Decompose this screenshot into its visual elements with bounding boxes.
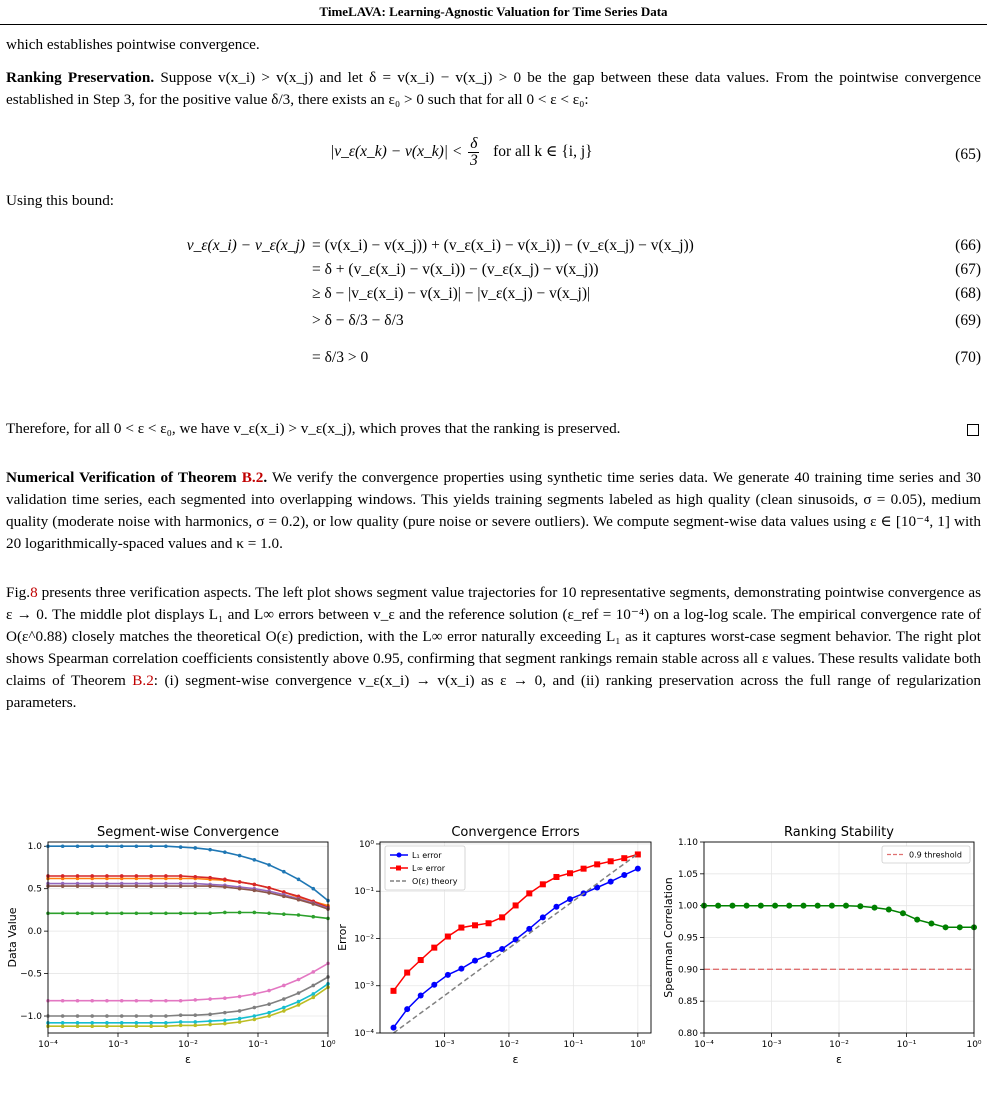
ranking-title: Ranking Preservation. [6,69,155,86]
using-bound-text: Using this bound: [6,192,115,209]
x-axis-label: ε [512,1053,519,1066]
x-tick-label: 10⁰ [966,1040,982,1050]
legend-label: L∞ error [412,864,446,873]
chain-number: (67) [955,261,981,278]
y-tick-label: 10⁻² [354,934,374,945]
chart-panel-3 [662,825,982,1066]
data-point [208,1023,212,1027]
theorem-ref-link[interactable]: B.2 [132,672,154,689]
data-point [149,844,153,848]
data-point [857,903,863,909]
data-point [621,872,627,878]
data-point [61,874,65,878]
data-point [267,891,271,895]
chart-title: Ranking Stability [784,825,894,840]
data-point [164,1021,168,1025]
y-tick-label: 1.05 [677,869,698,880]
data-point [282,895,286,899]
data-point [801,903,807,909]
data-point [238,1009,242,1013]
data-point [404,970,410,976]
data-point [445,934,451,940]
data-point [135,884,139,888]
data-point [76,1024,80,1028]
data-point [120,1021,124,1025]
legend-marker [397,853,402,858]
data-point [744,903,750,909]
data-point [164,999,168,1003]
data-point [120,1024,124,1028]
data-point [594,861,600,867]
data-point [76,1014,80,1018]
data-point [758,903,764,909]
paragraph-numerical-verification [6,467,981,555]
data-point [311,984,315,988]
chain-rhs: = δ + (v_ε(x_i) − v(x_i)) − (v_ε(x_j) − v(x_j)) [312,261,599,278]
data-point [238,887,242,891]
data-point [105,844,109,848]
data-point [120,844,124,848]
data-point [914,917,920,923]
x-tick-label: 10⁻¹ [563,1040,584,1050]
data-point [872,905,878,911]
y-tick-label: −0.5 [20,969,42,980]
data-point [886,906,892,912]
data-point [120,912,124,916]
fig-ref-link[interactable]: 8 [30,584,38,601]
qed-symbol [967,424,979,436]
data-point [486,952,492,958]
chart-title: Convergence Errors [451,825,580,840]
x-tick-label: 10⁰ [320,1040,336,1050]
data-point [179,845,183,849]
data-point [61,1024,65,1028]
data-point [829,903,835,909]
data-point [193,884,197,888]
data-point [472,958,478,964]
data-point [193,998,197,1002]
data-point [608,858,614,864]
data-point [223,1022,227,1026]
data-point [61,844,65,848]
data-point [105,999,109,1003]
data-point [208,848,212,852]
data-point [90,1021,94,1025]
data-point [253,992,257,996]
data-point [135,1014,139,1018]
data-point [120,874,124,878]
chain-number: (70) [955,349,981,366]
data-point [499,914,505,920]
data-point [105,1021,109,1025]
y-tick-label: 1.00 [677,901,698,912]
data-point [715,903,721,909]
eq65-rhs: for all k ∈ {i, j} [493,143,593,161]
data-point [431,982,437,988]
data-point [90,999,94,1003]
y-tick-label: 10⁻¹ [354,887,374,898]
data-point [61,912,65,916]
data-point [267,1002,271,1006]
data-point [282,984,286,988]
data-point [135,844,139,848]
series-line [394,869,638,1028]
data-point [282,870,286,874]
data-point [61,884,65,888]
data-point [458,966,464,972]
y-axis-label: Spearman Correlation [662,877,675,998]
data-point [193,1020,197,1024]
data-point [149,1014,153,1018]
x-tick-label: 10⁻² [499,1040,519,1050]
data-point [311,970,315,974]
data-point [553,874,559,880]
data-point [540,914,546,920]
legend [385,846,465,890]
y-tick-label: 0.85 [677,997,698,1008]
data-point [223,1011,227,1015]
chain-rhs: > δ − δ/3 − δ/3 [312,312,404,329]
data-point [786,903,792,909]
legend [882,846,970,863]
data-point [135,999,139,1003]
paragraph-convergence-end: which establishes pointwise convergence. [6,36,260,53]
data-point [297,878,301,882]
data-point [61,999,65,1003]
data-point [238,995,242,999]
legend-label: O(ε) theory [412,877,458,886]
chain-lhs: v_ε(x_i) − v_ε(x_j) [186,237,305,254]
data-point [120,884,124,888]
data-point [957,924,963,930]
data-point [149,912,153,916]
data-point [179,1020,183,1024]
data-point [208,884,212,888]
data-point [179,999,183,1003]
fig-para-text: presents three verification aspects. The left plot shows segment value trajectories for 10 representative segments, demonstrating pointwise convergence as ε → 0. The middle plot displays L₁ and L∞ errors between v_ε and the reference solution (ε_ref = 10⁻⁴) on a log-log scale. The empirical convergence rate of O(ε^0.88) closely matches the theoretical O(ε) prediction, with the L∞ error naturally exceeding L₁ as it captures worst-case segment behavior. The right plot shows Spearman correlation coefficients consistently above 0.95, confirming that segment rankings remain stable across all ε values. These results validate both claims of Theorem [6,584,981,689]
data-point [311,915,315,919]
data-point [179,874,183,878]
legend-label: L₁ error [412,851,442,860]
data-point [253,858,257,862]
chain-number: (68) [955,285,981,302]
data-point [149,1024,153,1028]
data-point [76,999,80,1003]
y-tick-label: 1.0 [27,842,42,853]
data-point [105,1014,109,1018]
x-tick-label: 10⁻⁴ [38,1040,58,1050]
data-point [208,997,212,1001]
data-point [267,1011,271,1015]
paragraph-ranking-preservation [6,67,981,111]
data-point [581,866,587,872]
chart-panel-1 [6,825,336,1066]
data-point [135,1024,139,1028]
data-point [179,1024,183,1028]
data-point [253,1018,257,1022]
data-point [815,903,821,909]
data-point [193,1024,197,1028]
data-point [567,896,573,902]
data-point [843,903,849,909]
data-point [179,1013,183,1017]
data-point [90,1024,94,1028]
x-axis-label: ε [836,1053,842,1066]
data-point [418,993,424,999]
data-point [76,912,80,916]
data-point [149,999,153,1003]
data-point [193,875,197,879]
y-tick-label: 0.80 [677,1029,698,1039]
data-point [135,874,139,878]
data-point [208,876,212,880]
data-point [267,989,271,993]
fig-para-text2: : (i) segment-wise convergence v_ε(x_i) → v(x_i) as ε → 0, and (ii) ranking preservation across the full range of regularization parameters. [6,672,982,711]
data-point [567,870,573,876]
data-point [61,1014,65,1018]
data-point [179,884,183,888]
data-point [149,874,153,878]
data-point [297,1000,301,1004]
data-point [311,996,315,1000]
y-tick-label: 10⁻⁴ [354,1029,374,1039]
data-point [164,844,168,848]
data-point [621,855,627,861]
data-point [900,910,906,916]
data-point [164,912,168,916]
y-tick-label: 10⁰ [358,839,374,850]
data-point [238,880,242,884]
data-point [928,920,934,926]
data-point [253,911,257,915]
data-point [90,912,94,916]
data-point [608,879,614,885]
y-axis-label: Data Value [6,907,19,968]
data-point [391,988,397,994]
x-axis-label: ε [185,1053,191,1066]
eq65-lhs: |v_ε(x_k) − v(x_k)| < [330,143,463,161]
data-point [76,1021,80,1025]
data-point [267,1014,271,1018]
data-point [431,945,437,951]
ranking-text: Suppose v(x_i) > v(x_j) and let δ = v(x_i) − v(x_j) > 0 be the gap between these data values. From the pointwise convergence established in Step 3, for the positive value δ/3, there exists an ε₀ > 0 such that for all 0 < ε < ε₀: [6,69,981,108]
paragraph-figure-description [6,582,981,714]
numver-title: Numerical Verification of Theorem B.2. [6,469,268,486]
data-point [253,1006,257,1010]
data-point [90,874,94,878]
data-point [282,912,286,916]
data-point [208,912,212,916]
data-point [223,911,227,915]
data-point [90,844,94,848]
eq65-frac: $\frac{\delta}{3}$ [469,135,478,169]
data-point [120,999,124,1003]
data-point [297,913,301,917]
data-point [391,1025,397,1031]
data-point [253,1014,257,1018]
x-tick-label: 10⁻³ [434,1040,455,1050]
data-point [486,920,492,926]
data-point [76,844,80,848]
data-point [105,874,109,878]
chart-panel-2 [336,825,651,1066]
data-point [208,1019,212,1023]
y-tick-label: 0.90 [677,965,698,976]
x-tick-label: 10⁻³ [761,1040,782,1050]
data-point [418,957,424,963]
data-point [238,1020,242,1024]
data-point [223,885,227,889]
data-point [267,863,271,867]
x-tick-label: 10⁻² [829,1040,849,1050]
data-point [179,912,183,916]
y-tick-label: 0.95 [677,933,698,944]
data-point [540,881,546,887]
data-point [149,884,153,888]
data-point [105,884,109,888]
equation-65 [330,136,593,169]
y-tick-label: 10⁻³ [354,981,374,992]
legend-marker [396,866,401,871]
data-point [282,1009,286,1013]
data-point [61,1021,65,1025]
data-point [282,1006,286,1010]
chart-title: Segment-wise Convergence [96,825,280,840]
x-tick-label: 10⁻³ [108,1040,128,1050]
chain-rhs: ≥ δ − |v_ε(x_i) − v(x_i)| − |v_ε(x_j) − v(x_j)| [312,285,591,302]
data-point [90,884,94,888]
numver-text: We verify the convergence properties using synthetic time series data. We generate 40 training time series and 30 validation time series, each segmented into overlapping windows. This yields training segments labeled as high quality (clean sinusoids, σ = 0.05), medium quality (moderate noise with harmonics, σ = 0.2), or low quality (pure noise or severe outliers). We compute segment-wise data values using ε ∈ [10⁻⁴, 1] with 20 logarithmically-spaced values and κ = 1.0. [6,469,981,552]
x-tick-label: 10⁻⁴ [694,1040,714,1050]
data-point [238,911,242,915]
data-point [105,912,109,916]
x-tick-label: 10⁻¹ [896,1040,917,1050]
data-point [513,902,519,908]
data-point [164,1024,168,1028]
data-point [297,898,301,902]
chain-rhs: = δ/3 > 0 [312,349,369,366]
y-tick-label: 0.5 [27,884,42,895]
y-tick-label: 1.10 [677,838,698,848]
data-point [526,890,532,896]
data-point [149,1021,153,1025]
data-point [311,887,315,891]
data-point [253,889,257,893]
data-point [238,854,242,858]
data-point [120,1014,124,1018]
x-tick-label: 10⁻¹ [248,1040,268,1050]
data-point [267,912,271,916]
x-tick-label: 10⁻² [178,1040,198,1050]
chain-number: (69) [955,312,981,329]
y-tick-label: −1.0 [20,1012,42,1023]
data-point [253,883,257,887]
data-point [772,903,778,909]
data-point [943,924,949,930]
data-point [472,922,478,928]
legend-label: 0.9 threshold [909,850,962,860]
y-axis-label: Error [336,924,349,951]
data-point [135,912,139,916]
data-point [135,1021,139,1025]
data-point [164,884,168,888]
data-point [76,884,80,888]
data-point [553,904,559,910]
data-point [404,1006,410,1012]
chain-number: (66) [955,237,981,254]
fig-ref-prefix: Fig. [6,584,31,601]
data-point [311,992,315,996]
data-point [90,1014,94,1018]
chain-rhs: = (v(x_i) − v(x_j)) + (v_ε(x_i) − v(x_i)) − (v_ε(x_j) − v(x_j)) [312,237,694,254]
data-point [223,850,227,854]
eq65-number: (65) [955,146,981,163]
data-point [238,1017,242,1021]
data-point [267,886,271,890]
data-point [445,972,451,978]
data-point [223,878,227,882]
data-point [208,1013,212,1017]
data-point [458,925,464,931]
x-tick-label: 10⁰ [630,1040,646,1050]
therefore-text: Therefore, for all 0 < ε < ε₀, we have v_ε(x_i) > v_ε(x_j), which proves that the ranking is preserved. [6,420,621,437]
data-point [193,846,197,850]
data-point [105,1024,109,1028]
data-point [297,1003,301,1007]
data-point [729,903,735,909]
y-tick-label: 0.0 [27,927,42,938]
data-point [164,1014,168,1018]
figure-8 [0,815,987,1075]
data-point [282,997,286,1001]
data-point [76,874,80,878]
data-point [311,902,315,906]
data-point [223,1018,227,1022]
data-point [193,912,197,916]
data-point [193,1013,197,1017]
data-point [164,874,168,878]
data-point [297,991,301,995]
data-point [635,866,641,872]
data-point [223,996,227,1000]
running-header: TimeLAVA: Learning-Agnostic Valuation for Time Series Data [0,0,987,25]
data-point [297,978,301,982]
